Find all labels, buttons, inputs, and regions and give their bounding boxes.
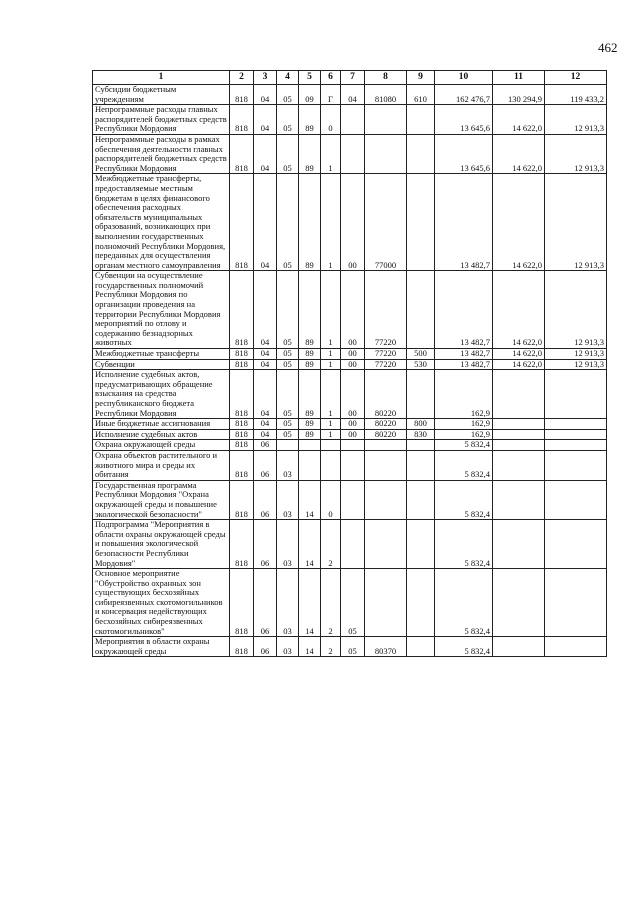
section-cell: 06 — [254, 480, 277, 519]
amount-2024-cell: 14 622,0 — [493, 349, 545, 360]
amount-2024-cell — [493, 569, 545, 637]
subprogram-cell: 1 — [321, 134, 341, 173]
row-name-cell: Межбюджетные трансферты, предоставляемые местным бюджетам в целях финансового обеспечения расходных обязательств муниципальных образований, возникающих при выполнении государственных полномочий Республики Мордовия, переданных для осуществления органам местного самоуправления — [93, 174, 230, 271]
program-cell: 89 — [299, 359, 321, 370]
program-cell: 89 — [299, 349, 321, 360]
direction-cell: 77000 — [365, 174, 407, 271]
amount-2024-cell — [493, 520, 545, 569]
event-cell: 00 — [341, 370, 365, 419]
subprogram-cell: 2 — [321, 520, 341, 569]
table-row — [93, 105, 607, 135]
section-cell: 04 — [254, 429, 277, 440]
expense-type-cell — [407, 105, 435, 135]
direction-cell — [365, 569, 407, 637]
subprogram-cell: 1 — [321, 419, 341, 430]
column-header: 5 — [299, 71, 321, 85]
expense-type-cell — [407, 480, 435, 519]
row-name-cell: Непрограммные расходы в рамках обеспечения деятельности главных распорядителей бюджетных средств Республики Мордовия — [93, 134, 230, 173]
row-name-cell: Иные бюджетные ассигнования — [93, 419, 230, 430]
amount-2024-cell — [493, 370, 545, 419]
section-cell: 04 — [254, 174, 277, 271]
table-row — [93, 480, 607, 519]
event-cell: 00 — [341, 429, 365, 440]
row-name-cell: Мероприятия в области охраны окружающей среды — [93, 637, 230, 657]
subprogram-cell: 2 — [321, 637, 341, 657]
program-cell: 89 — [299, 105, 321, 135]
amount-2023-cell: 162 476,7 — [435, 85, 493, 105]
expense-type-cell — [407, 450, 435, 480]
direction-cell: 80220 — [365, 419, 407, 430]
subprogram-cell: Г — [321, 85, 341, 105]
row-name-cell: Государственная программа Республики Мордовия "Охрана окружающей среды и повышение экологической безопасности" — [93, 480, 230, 519]
amount-2023-cell: 162,9 — [435, 429, 493, 440]
section-cell: 06 — [254, 569, 277, 637]
table-row — [93, 520, 607, 569]
amount-2023-cell: 5 832,4 — [435, 637, 493, 657]
direction-cell: 77220 — [365, 271, 407, 349]
expense-type-cell: 830 — [407, 429, 435, 440]
program-cell: 89 — [299, 370, 321, 419]
event-cell: 00 — [341, 419, 365, 430]
column-header: 12 — [545, 71, 607, 85]
subsection-cell: 03 — [277, 480, 299, 519]
amount-2025-cell: 12 913,3 — [545, 174, 607, 271]
table-row — [93, 569, 607, 637]
amount-2024-cell — [493, 429, 545, 440]
amount-2025-cell: 12 913,3 — [545, 359, 607, 370]
expense-type-cell: 500 — [407, 349, 435, 360]
program-cell: 14 — [299, 569, 321, 637]
subprogram-cell: 1 — [321, 174, 341, 271]
code-cell: 818 — [230, 419, 254, 430]
row-name-cell: Исполнение судебных актов — [93, 429, 230, 440]
subsection-cell: 05 — [277, 105, 299, 135]
direction-cell — [365, 134, 407, 173]
program-cell: 14 — [299, 637, 321, 657]
amount-2023-cell: 13 482,7 — [435, 271, 493, 349]
amount-2025-cell: 12 913,3 — [545, 271, 607, 349]
direction-cell: 80220 — [365, 370, 407, 419]
amount-2024-cell — [493, 419, 545, 430]
section-cell: 06 — [254, 520, 277, 569]
row-name-cell: Основное мероприятие "Обустройство охранных зон существующих бесхозяйных сибиреязвенных скотомогильников и консервация недействующих бесхозяйных сибиреязвенных скотомогильников" — [93, 569, 230, 637]
table-row — [93, 370, 607, 419]
subprogram-cell: 1 — [321, 370, 341, 419]
amount-2024-cell — [493, 480, 545, 519]
row-name-cell: Межбюджетные трансферты — [93, 349, 230, 360]
amount-2023-cell: 5 832,4 — [435, 520, 493, 569]
section-cell: 04 — [254, 134, 277, 173]
column-header: 3 — [254, 71, 277, 85]
section-cell: 06 — [254, 440, 277, 451]
table-row — [93, 637, 607, 657]
row-name-cell: Субвенции — [93, 359, 230, 370]
subsection-cell: 03 — [277, 450, 299, 480]
direction-cell — [365, 520, 407, 569]
table-row — [93, 429, 607, 440]
table-body — [93, 85, 607, 657]
amount-2023-cell: 162,9 — [435, 370, 493, 419]
subsection-cell: 03 — [277, 569, 299, 637]
expense-type-cell — [407, 174, 435, 271]
amount-2023-cell: 13 482,7 — [435, 349, 493, 360]
event-cell — [341, 450, 365, 480]
column-header: 6 — [321, 71, 341, 85]
budget-table — [92, 70, 607, 657]
table-row — [93, 440, 607, 451]
subprogram-cell: 0 — [321, 105, 341, 135]
amount-2025-cell: 12 913,3 — [545, 134, 607, 173]
direction-cell: 81080 — [365, 85, 407, 105]
amount-2024-cell — [493, 450, 545, 480]
amount-2025-cell — [545, 480, 607, 519]
subprogram-cell — [321, 440, 341, 451]
program-cell: 14 — [299, 480, 321, 519]
table-row — [93, 174, 607, 271]
table-row — [93, 359, 607, 370]
amount-2023-cell: 13 482,7 — [435, 359, 493, 370]
expense-type-cell — [407, 271, 435, 349]
subsection-cell: 05 — [277, 370, 299, 419]
row-name-cell: Охрана объектов растительного и животного мира и среды их обитания — [93, 450, 230, 480]
section-cell: 04 — [254, 349, 277, 360]
subprogram-cell: 1 — [321, 349, 341, 360]
event-cell — [341, 134, 365, 173]
column-header: 2 — [230, 71, 254, 85]
event-cell — [341, 520, 365, 569]
amount-2024-cell: 130 294,9 — [493, 85, 545, 105]
event-cell: 04 — [341, 85, 365, 105]
column-header: 4 — [277, 71, 299, 85]
code-cell: 818 — [230, 370, 254, 419]
amount-2025-cell — [545, 440, 607, 451]
amount-2025-cell: 12 913,3 — [545, 349, 607, 360]
direction-cell: 80370 — [365, 637, 407, 657]
amount-2024-cell: 14 622,0 — [493, 359, 545, 370]
amount-2025-cell — [545, 429, 607, 440]
amount-2023-cell: 13 645,6 — [435, 134, 493, 173]
subsection-cell: 05 — [277, 85, 299, 105]
subprogram-cell — [321, 450, 341, 480]
section-cell: 06 — [254, 450, 277, 480]
column-header: 7 — [341, 71, 365, 85]
expense-type-cell: 610 — [407, 85, 435, 105]
event-cell — [341, 105, 365, 135]
code-cell: 818 — [230, 105, 254, 135]
amount-2024-cell: 14 622,0 — [493, 105, 545, 135]
amount-2025-cell: 119 433,2 — [545, 85, 607, 105]
column-header: 1 — [93, 71, 230, 85]
subprogram-cell: 2 — [321, 569, 341, 637]
amount-2025-cell — [545, 450, 607, 480]
code-cell: 818 — [230, 349, 254, 360]
amount-2024-cell — [493, 440, 545, 451]
subprogram-cell: 0 — [321, 480, 341, 519]
section-cell: 04 — [254, 271, 277, 349]
amount-2025-cell — [545, 520, 607, 569]
amount-2023-cell: 13 645,6 — [435, 105, 493, 135]
row-name-cell: Охрана окружающей среды — [93, 440, 230, 451]
direction-cell — [365, 440, 407, 451]
subprogram-cell: 1 — [321, 429, 341, 440]
amount-2024-cell — [493, 637, 545, 657]
subsection-cell: 05 — [277, 359, 299, 370]
code-cell: 818 — [230, 450, 254, 480]
amount-2023-cell: 5 832,4 — [435, 440, 493, 451]
row-name-cell: Подпрограмма "Мероприятия в области охраны окружающей среды и повышения экологической безопасности Республики Мордовия" — [93, 520, 230, 569]
section-cell: 04 — [254, 419, 277, 430]
code-cell: 818 — [230, 174, 254, 271]
program-cell: 89 — [299, 271, 321, 349]
program-cell: 89 — [299, 174, 321, 271]
code-cell: 818 — [230, 134, 254, 173]
table-row — [93, 349, 607, 360]
subprogram-cell: 1 — [321, 359, 341, 370]
subsection-cell: 03 — [277, 637, 299, 657]
direction-cell: 80220 — [365, 429, 407, 440]
code-cell: 818 — [230, 85, 254, 105]
expense-type-cell — [407, 520, 435, 569]
code-cell: 818 — [230, 440, 254, 451]
section-cell: 04 — [254, 105, 277, 135]
event-cell: 00 — [341, 349, 365, 360]
table-row — [93, 450, 607, 480]
expense-type-cell — [407, 637, 435, 657]
section-cell: 04 — [254, 85, 277, 105]
program-cell: 89 — [299, 429, 321, 440]
direction-cell — [365, 480, 407, 519]
direction-cell — [365, 450, 407, 480]
amount-2025-cell — [545, 569, 607, 637]
column-header: 10 — [435, 71, 493, 85]
table-row — [93, 419, 607, 430]
subprogram-cell: 1 — [321, 271, 341, 349]
section-cell: 04 — [254, 359, 277, 370]
table-row — [93, 85, 607, 105]
program-cell — [299, 450, 321, 480]
column-header: 11 — [493, 71, 545, 85]
program-cell: 89 — [299, 134, 321, 173]
program-cell — [299, 440, 321, 451]
column-header: 8 — [365, 71, 407, 85]
header-row — [93, 71, 607, 85]
amount-2023-cell: 5 832,4 — [435, 450, 493, 480]
event-cell: 05 — [341, 637, 365, 657]
subsection-cell: 05 — [277, 134, 299, 173]
column-header: 9 — [407, 71, 435, 85]
subsection-cell: 05 — [277, 349, 299, 360]
program-cell: 89 — [299, 419, 321, 430]
direction-cell: 77220 — [365, 349, 407, 360]
code-cell: 818 — [230, 271, 254, 349]
row-name-cell: Субсидии бюджетным учреждениям — [93, 85, 230, 105]
amount-2025-cell — [545, 637, 607, 657]
section-cell: 06 — [254, 637, 277, 657]
row-name-cell: Исполнение судебных актов, предусматривающих обращение взыскания на средства республиканского бюджета Республики Мордовия — [93, 370, 230, 419]
subsection-cell: 05 — [277, 174, 299, 271]
subsection-cell: 03 — [277, 520, 299, 569]
amount-2025-cell: 12 913,3 — [545, 105, 607, 135]
expense-type-cell — [407, 569, 435, 637]
code-cell: 818 — [230, 480, 254, 519]
program-cell: 14 — [299, 520, 321, 569]
code-cell: 818 — [230, 637, 254, 657]
amount-2023-cell: 5 832,4 — [435, 480, 493, 519]
amount-2025-cell — [545, 419, 607, 430]
expense-type-cell: 530 — [407, 359, 435, 370]
amount-2023-cell: 162,9 — [435, 419, 493, 430]
program-cell: 09 — [299, 85, 321, 105]
page-number: 462 — [598, 40, 618, 55]
amount-2024-cell: 14 622,0 — [493, 271, 545, 349]
event-cell: 00 — [341, 359, 365, 370]
amount-2023-cell: 5 832,4 — [435, 569, 493, 637]
event-cell: 05 — [341, 569, 365, 637]
amount-2024-cell: 14 622,0 — [493, 134, 545, 173]
direction-cell — [365, 105, 407, 135]
expense-type-cell: 800 — [407, 419, 435, 430]
subsection-cell: 05 — [277, 419, 299, 430]
row-name-cell: Непрограммные расходы главных распорядителей бюджетных средств Республики Мордовия — [93, 105, 230, 135]
event-cell: 00 — [341, 174, 365, 271]
amount-2025-cell — [545, 370, 607, 419]
table-row — [93, 271, 607, 349]
expense-type-cell — [407, 134, 435, 173]
subsection-cell: 05 — [277, 429, 299, 440]
section-cell: 04 — [254, 370, 277, 419]
event-cell: 00 — [341, 271, 365, 349]
table-row — [93, 134, 607, 173]
expense-type-cell — [407, 440, 435, 451]
event-cell — [341, 480, 365, 519]
direction-cell: 77220 — [365, 359, 407, 370]
expense-type-cell — [407, 370, 435, 419]
amount-2023-cell: 13 482,7 — [435, 174, 493, 271]
code-cell: 818 — [230, 359, 254, 370]
subsection-cell: 05 — [277, 271, 299, 349]
code-cell: 818 — [230, 520, 254, 569]
amount-2024-cell: 14 622,0 — [493, 174, 545, 271]
code-cell: 818 — [230, 569, 254, 637]
code-cell: 818 — [230, 429, 254, 440]
row-name-cell: Субвенции на осуществление государственных полномочий Республики Мордовия по организации проведения на территории Республики Мордовия мероприятий по отлову и содержанию безнадзорных животных — [93, 271, 230, 349]
subsection-cell — [277, 440, 299, 451]
event-cell — [341, 440, 365, 451]
